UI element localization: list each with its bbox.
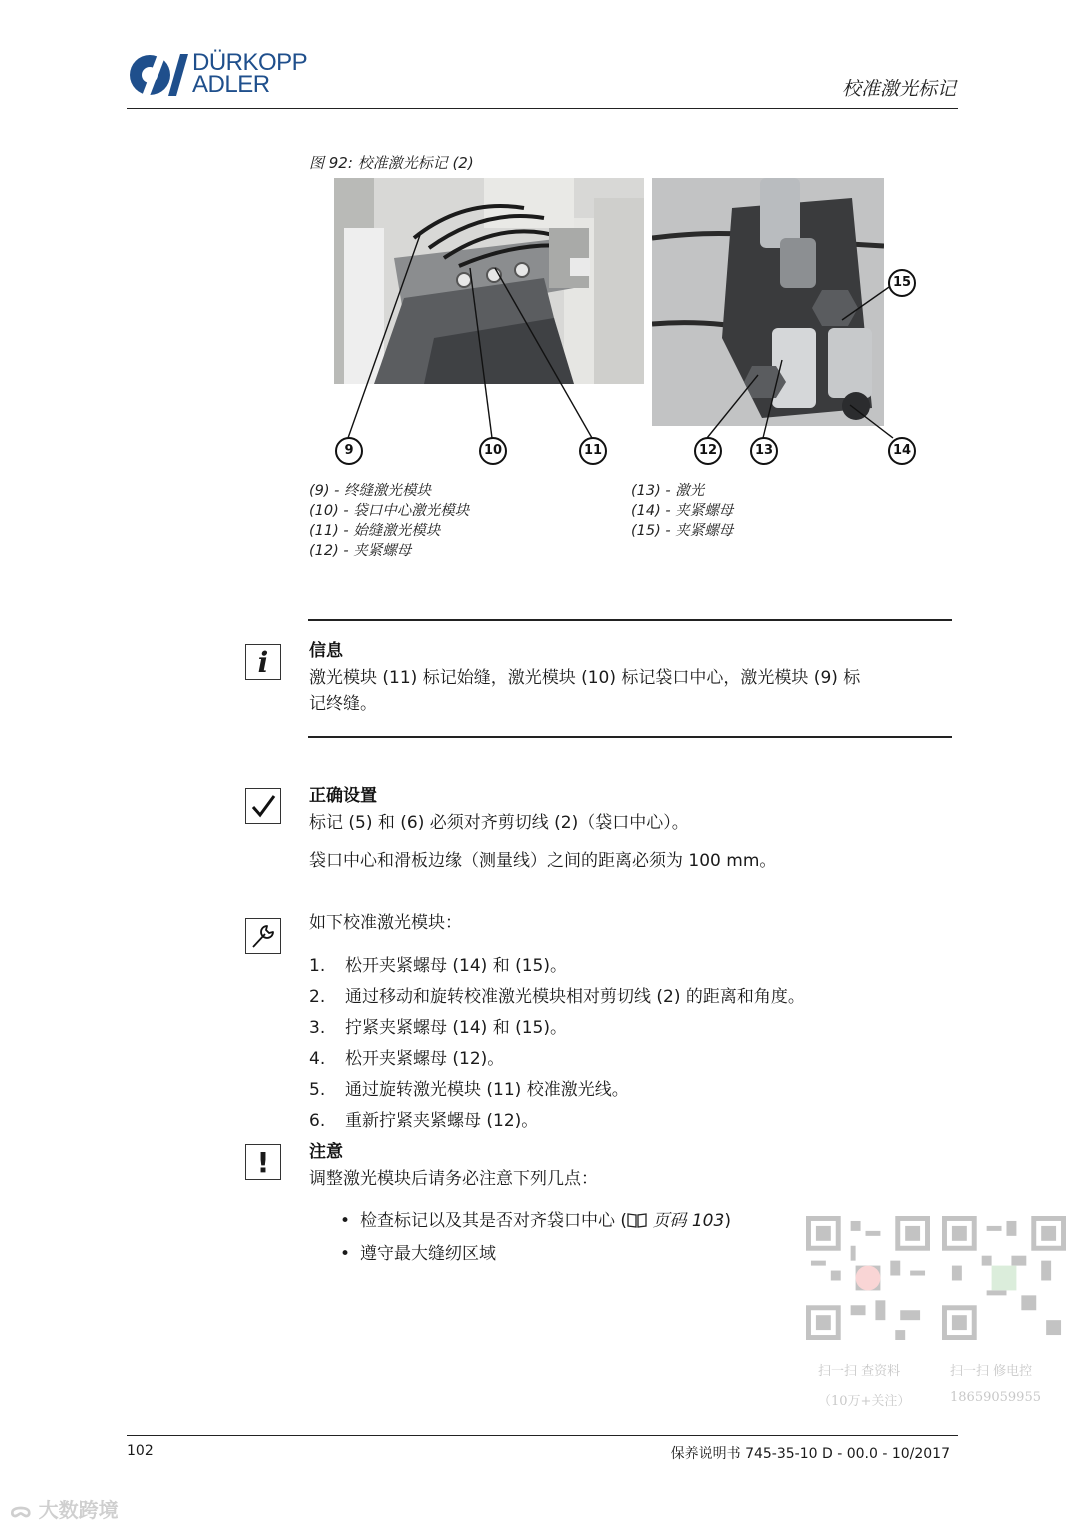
callout-12: 12 bbox=[694, 437, 722, 465]
bullet-text: 检查标记以及其是否对齐袋口中心 ( bbox=[360, 1211, 628, 1231]
step-number: 4. bbox=[309, 1049, 326, 1069]
brand-name bbox=[192, 49, 308, 98]
step-number: 3. bbox=[309, 1018, 326, 1038]
step-text: 通过旋转激光模块 (11) 校准激光线。 bbox=[345, 1080, 629, 1100]
exclamation-icon: ! bbox=[245, 1144, 281, 1180]
notice-intro: 调整激光模块后请务必注意下列几点： bbox=[309, 1169, 598, 1189]
step-text: 通过移动和旋转校准激光模块相对剪切线 (2) 的距离和角度。 bbox=[345, 987, 805, 1007]
callout-15: 15 bbox=[888, 269, 916, 297]
notice-bullet: • 遵守最大缝纫区域 bbox=[340, 1244, 496, 1264]
info-line-1: 激光模块 (11) 标记始缝，激光模块 (10) 标记袋口中心，激光模块 (9) 标 bbox=[309, 668, 861, 688]
book-icon bbox=[627, 1212, 647, 1228]
step-number: 2. bbox=[309, 987, 326, 1007]
figure-legend-left bbox=[309, 481, 469, 561]
step-number: 1. bbox=[309, 956, 326, 976]
correct-setting-line-2: 袋口中心和滑板边缘（测量线）之间的距离必须为 100 mm。 bbox=[309, 851, 777, 871]
durkopp-adler-logo-icon bbox=[128, 52, 188, 98]
callout-10: 10 bbox=[479, 437, 507, 465]
callout-13: 13 bbox=[750, 437, 778, 465]
callout-14: 14 bbox=[888, 437, 916, 465]
footer-divider bbox=[127, 1435, 958, 1436]
info-heading: 信息 bbox=[309, 641, 343, 661]
page-number: 102 bbox=[127, 1443, 154, 1459]
procedure-step bbox=[309, 1075, 805, 1106]
callout-9: 9 bbox=[335, 437, 363, 465]
legend-item: (14) - 夹紧螺母 bbox=[631, 503, 734, 519]
procedure-intro: 如下校准激光模块： bbox=[309, 913, 462, 933]
step-number: 6. bbox=[309, 1111, 326, 1131]
callout-leader-lines bbox=[330, 220, 930, 460]
qr-code-right-icon bbox=[942, 1216, 1066, 1340]
step-text: 重新拧紧夹紧螺母 (12)。 bbox=[345, 1111, 539, 1131]
watermark-text: 大数跨境 bbox=[38, 1498, 119, 1522]
step-text: 拧紧夹紧螺母 (14) 和 (15)。 bbox=[345, 1018, 568, 1038]
legend-item: (10) - 袋口中心激光模块 bbox=[309, 503, 470, 519]
legend-item: (12) - 夹紧螺母 bbox=[309, 543, 412, 559]
callout-11: 11 bbox=[579, 437, 607, 465]
procedure-step bbox=[309, 982, 805, 1013]
header-divider bbox=[127, 108, 958, 109]
procedure-step bbox=[309, 951, 805, 982]
brand-line-2: ADLER bbox=[192, 71, 270, 98]
watermark bbox=[10, 1494, 119, 1523]
correct-setting-line-1: 标记 (5) 和 (6) 必须对齐剪切线 (2)（袋口中心）。 bbox=[309, 813, 689, 833]
procedure-steps bbox=[309, 951, 805, 1137]
step-text: 松开夹紧螺母 (14) 和 (15)。 bbox=[345, 956, 568, 976]
qr-right-caption-1: 扫一扫 修电控 bbox=[950, 1364, 1033, 1379]
figure-caption: 图 92: 校准激光标记 (2) bbox=[309, 154, 474, 172]
procedure-step bbox=[309, 1106, 805, 1137]
checkmark-icon bbox=[245, 788, 281, 824]
info-line-2: 记终缝。 bbox=[309, 694, 377, 714]
qr-right-caption-2: 18659059955 bbox=[950, 1390, 1041, 1405]
notice-bullets bbox=[340, 1206, 731, 1272]
section-title: 校准激光标记 bbox=[841, 78, 956, 100]
qr-code-left-icon bbox=[806, 1216, 930, 1340]
brand-line-1: DÜRKOPP bbox=[192, 49, 308, 76]
document-reference: 保养说明书 745-35-10 D - 00.0 - 10/2017 bbox=[670, 1446, 950, 1462]
procedure-step bbox=[309, 1044, 805, 1075]
qr-left-caption-1: 扫一扫 查资料 bbox=[818, 1364, 901, 1379]
qr-left-caption-2: （10万+关注） bbox=[818, 1394, 911, 1409]
page-reference-link[interactable]: 页码 103 bbox=[647, 1211, 725, 1231]
notice-bullet: • 检查标记以及其是否对齐袋口中心 ( 页码 103) bbox=[340, 1211, 731, 1231]
info-icon: i bbox=[245, 644, 281, 680]
watermark-logo-icon: ᯅ bbox=[10, 1498, 32, 1522]
info-bottom-rule bbox=[308, 736, 952, 738]
procedure-step bbox=[309, 1013, 805, 1044]
legend-item: (13) - 激光 bbox=[631, 483, 705, 499]
legend-item: (15) - 夹紧螺母 bbox=[631, 523, 734, 539]
bullet-text: 遵守最大缝纫区域 bbox=[360, 1244, 496, 1264]
legend-item: (11) - 始缝激光模块 bbox=[309, 523, 441, 539]
bullet-close: ) bbox=[724, 1211, 731, 1231]
figure-legend-right bbox=[631, 481, 733, 541]
correct-setting-heading: 正确设置 bbox=[309, 786, 377, 806]
info-text bbox=[309, 665, 949, 717]
step-number: 5. bbox=[309, 1080, 326, 1100]
info-top-rule bbox=[308, 619, 952, 621]
wrench-icon bbox=[245, 918, 281, 954]
notice-heading: 注意 bbox=[309, 1142, 343, 1162]
legend-item: (9) - 终缝激光模块 bbox=[309, 483, 431, 499]
step-text: 松开夹紧螺母 (12)。 bbox=[345, 1049, 505, 1069]
